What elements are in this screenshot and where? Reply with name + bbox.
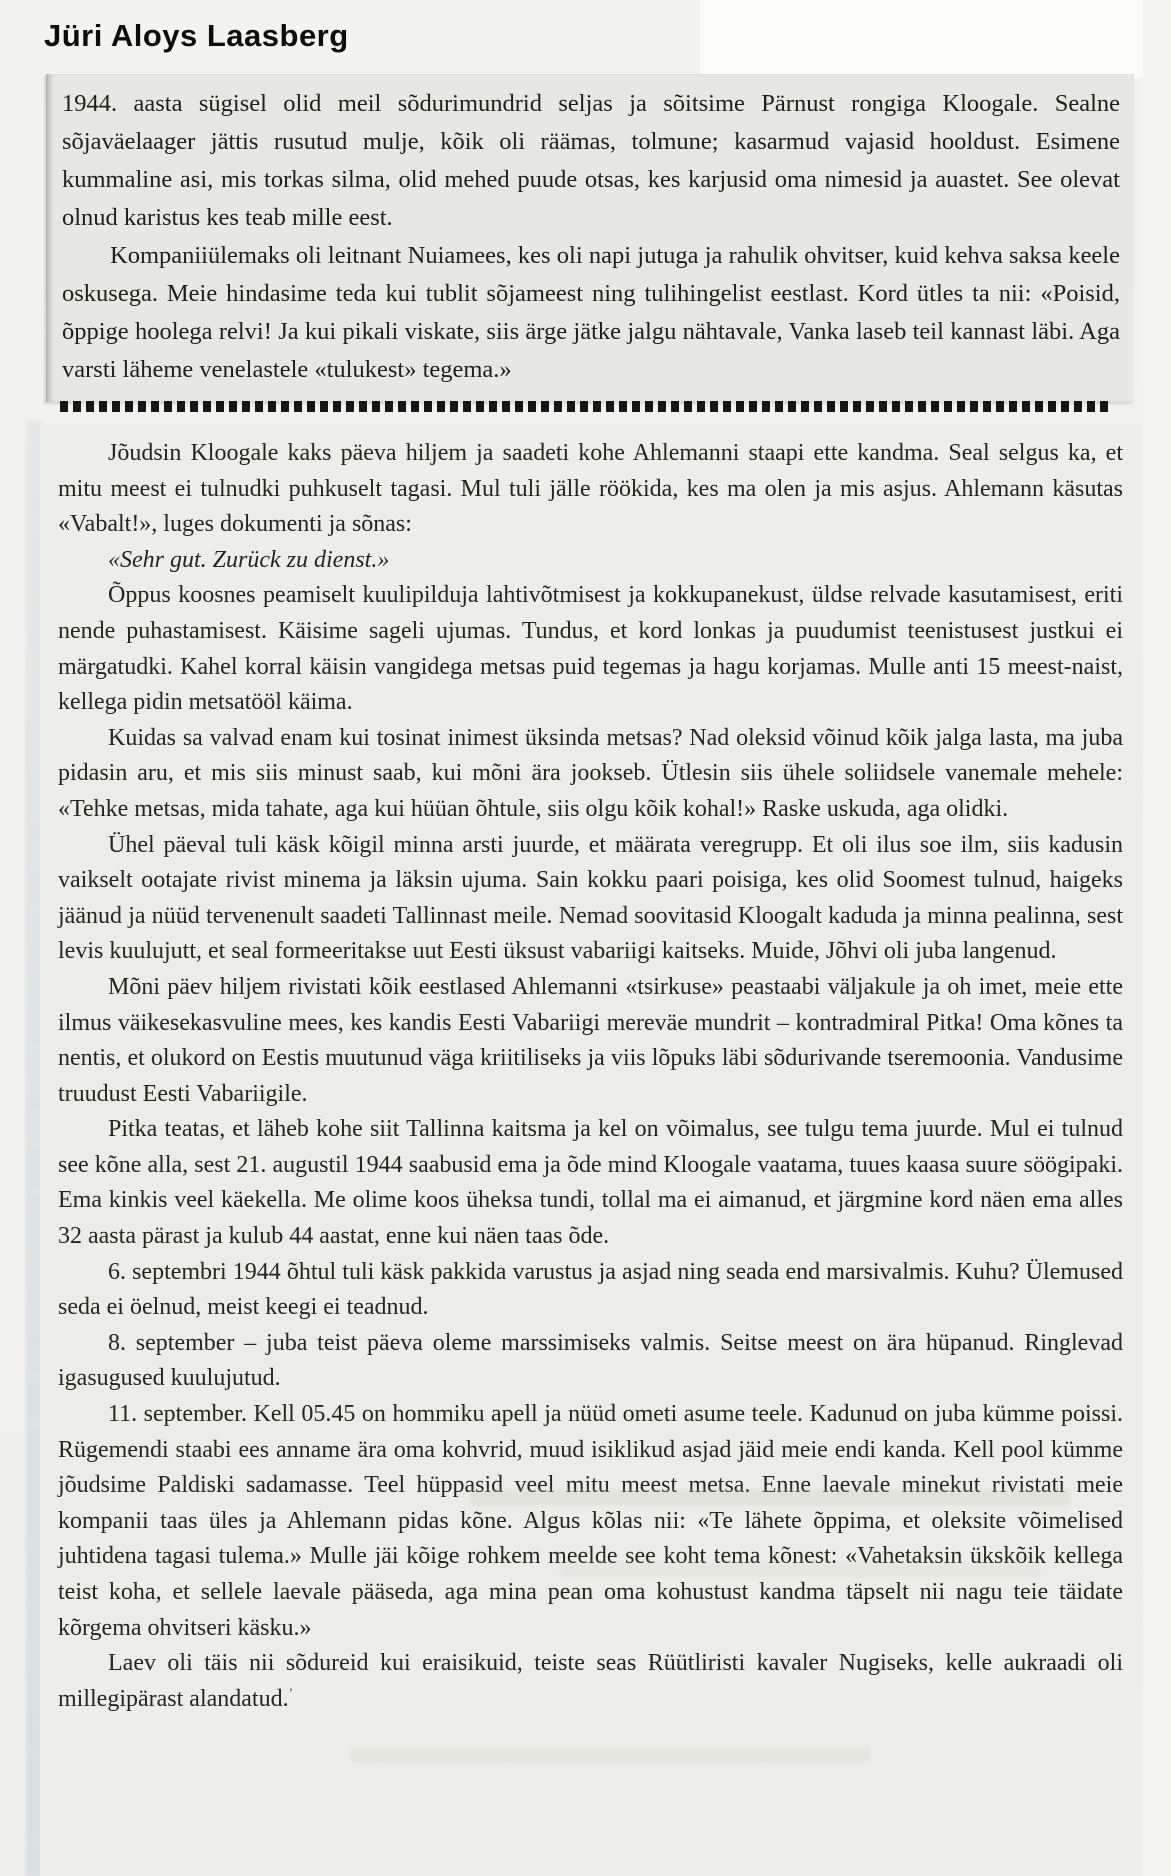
intro-paragraph: 1944. aasta sügisel olid meil sõdurimundrid seljas ja sõitsime Pärnust rongiga Kloogale. Sealne sõjaväelaager jättis rusutud mulje, kõik oli räämas, tolmune; kasarmud vajasid hooldust. Esimene kummaline asi, mis torkas silma, olid mehed puude otsas, kes karjusid oma nimesid ja auastet. See olevat olnud karistus kes teab mille eest.: [62, 90, 1120, 231]
body-text-block: [40, 424, 1143, 1876]
author-heading: Jüri Aloys Laasberg: [44, 18, 349, 53]
bleedthrough-smudge: [470, 1490, 1070, 1505]
body-paragraph: Õppus koosnes peamiselt kuulipilduja lahtivõtmisest ja kokkupanekust, üldse relvade kasutamisest, eriti nende puhastamisest. Käisime sageli ujumas. Tundus, et kord lonkas ja puudumist teenistusest justkui ei märgatudki. Kahel korral käisin vangidega metsas puid tegemas ja hagu korjamas. Mulle anti 15 meest-naist, kellega pidin metsatööl käima.: [58, 582, 1123, 716]
intro-paragraph: Kompaniiülemaks oli leitnant Nuiamees, kes oli napi jutuga ja rahulik ohvitser, kuid kehva saksa keele oskusega. Meie hindasime teda kui tublit sõjameest ning tulihingelist eestlast. Kord ütles ta nii: «Poisid, õppige hoolega relvi! Ja kui pikali viskate, siis ärge jätke jalgu nähtavale, Vanka laseb teil kannast läbi. Aga varsti läheme venelastele «tulukest» tegema.»: [62, 242, 1120, 383]
bleedthrough-smudge: [560, 1562, 1040, 1577]
bleedthrough-smudge: [350, 1748, 870, 1763]
body-paragraph: Mõni päev hiljem rivistati kõik eestlased Ahlemanni «tsirkuse» peastaabi väljakule ja oh imet, meie ette ilmus väikesekasvuline mees, kes kandis Eesti Vabariigi mereväe mundrit – kontradmiral Pitka! Oma kõnes ta nentis, et olukord on Eestis muutunud väga kriitiliseks ja viis lõpuks läbi sõdurivande tseremoonia. Vandusime truudust Eesti Vabariigile.: [58, 973, 1123, 1107]
body-paragraph: [58, 1646, 1123, 1717]
body-paragraph-text: Laev oli täis nii sõdureid kui eraisikuid, teiste seas Rüütliristi kavaler Nugiseks, kelle aukraadi oli millegipärast alandatud.: [58, 1650, 1123, 1712]
footnote-mark: ʼ: [288, 1684, 293, 1700]
body-paragraph: Ühel päeval tuli käsk kõigil minna arsti juurde, et määrata veregrupp. Et oli ilus soe ilm, siis kadusin vaikselt ootajate rivist minema ja läksin ujuma. Sain kokku paari poisiga, kes olid Soomest tulnud, haigeks jäänud ja nüüd tervenenult saadeti Tallinnast meile. Nemad soovitasid Kloogalt kaduda ja minna pealinna, sest levis kuulujutt, et seal formeeritakse uut Eesti üksust vabariigi kaitseks. Muide, Jõhvi oli juba langenud.: [58, 831, 1123, 965]
body-paragraph: 11. september. Kell 05.45 on hommiku apell ja nüüd ometi asume teele. Kadunud on juba kümme poissi. Rügemendi staabi ees anname ära oma kohvrid, muud isiklikud asjad jäid meie endi kanda. Kell pool kümme jõudsime Paldiski sadamasse. Teel hüppasid veel mitu meest metsa. Enne laevale minekut rivistati meie kompanii taas üles ja Ahlemann pidas kõne. Algus kõlas nii: «Te lähete õppima, et oleksite võimelised juhtidena tagasi tulema.» Mulle jäi kõige rohkem meelde see koht tema kõnest: «Vahetaksin ükskõik kellega teist koha, et sellele laevale pääseda, aga mina pean oma kohustust kandma täpselt nii nagu teie täidate kõrgema ohvitseri käsku.»: [58, 1401, 1123, 1641]
body-paragraph: 6. septembri 1944 õhtul tuli käsk pakkida varustus ja asjad ning seada end marsivalmis. Kuhu? Ülemused seda ei öelnud, meist keegi ei teadnud.: [58, 1258, 1123, 1321]
italic-quote-paragraph: «Sehr gut. Zurück zu dienst.»: [108, 546, 390, 573]
dotted-divider: [60, 401, 1112, 412]
body-paragraph: Pitka teatas, et läheb kohe siit Tallinna kaitsma ja kel on võimalus, see tulgu tema juurde. Mul ei tulnud see kõne alla, sest 21. augustil 1944 saabusid ema ja õde mind Kloogale vaatama, tuues kaasa suure söögipaki. Ema kinkis veel käekella. Me olime koos üheksa tundi, tollal ma ei aimanud, et järgmine kord näen ema alles 32 aasta pärast ja kulub 44 aastat, enne kui näen taas õde.: [58, 1116, 1123, 1250]
page-right-margin: [1143, 0, 1171, 1876]
scan-light-patch: [700, 0, 1171, 78]
body-paragraph: 8. september – juba teist päeva oleme marssimiseks valmis. Seitse meest on ära hüpanud. Ringlevad igasugused kuulujutud.: [58, 1329, 1123, 1392]
intro-block: [46, 74, 1134, 402]
body-paragraph: Jõudsin Kloogale kaks päeva hiljem ja saadeti kohe Ahlemanni staapi ette kandma. Seal selgus ka, et mitu meest ei tulnudki puhkuselt tagasi. Mul tuli jälle röökida, kes ma olen ja mis asjus. Ahlemann käsutas «Vabalt!», luges dokumenti ja sõnas:: [58, 440, 1123, 538]
body-paragraph: Kuidas sa valvad enam kui tosinat inimest üksinda metsas? Nad oleksid võinud kõik jalga lasta, ma juba pidasin aru, et mis siis minust saab, kui mõni ära jookseb. Ütlesin siis ühele soliidsele vanemale mehele: «Tehke metsas, mida tahate, aga kui hüüan õhtule, siis olgu kõik kohal!» Raske uskuda, aga olidki.: [58, 724, 1123, 822]
